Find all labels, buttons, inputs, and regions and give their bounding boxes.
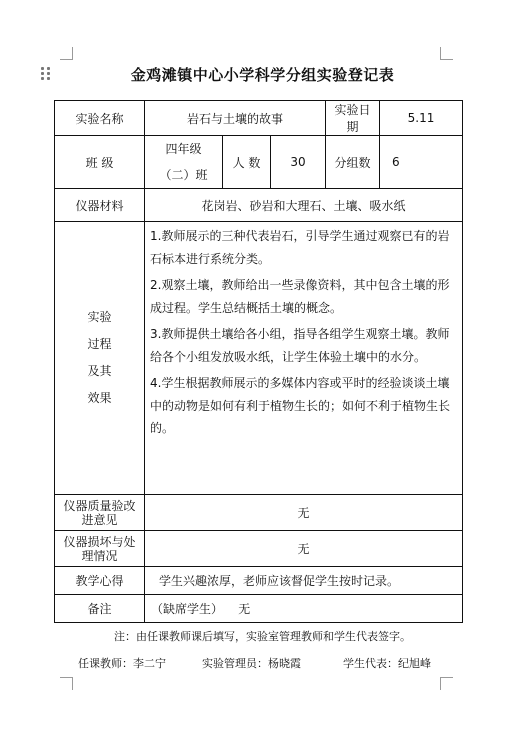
table-row: [55, 136, 463, 189]
experiment-date-value[interactable]: 5.11: [380, 101, 463, 136]
teacher-signature: 任课教师：李二宁: [78, 657, 166, 670]
process-step: 3.教师提供土壤给各小组，指导各组学生观察土壤。教师给各个小组发放吸水纸，让学生体验土壤中的水分。: [150, 327, 450, 364]
experiment-date-label: 实验日期: [326, 101, 380, 136]
page-corner-mark: [60, 47, 73, 60]
experiment-name-label: 实验名称: [55, 101, 145, 136]
process-label-line: 实验: [87, 310, 112, 324]
materials-label: 仪器材料: [55, 189, 145, 222]
quality-value[interactable]: 无: [145, 495, 463, 531]
process-step: 2.观察土壤，教师给出一些录像资料，其中包含土壤的形成过程。学生总结概括土壤的概念。: [150, 278, 450, 315]
class-value-line: （二）班: [159, 168, 208, 182]
process-step: 1.教师展示的三种代表岩石，引导学生通过观察已有的岩石标本进行系统分类。: [150, 229, 450, 266]
headcount-label: 人 数: [223, 136, 271, 189]
footer-note: 注：由任课教师课后填写，实验室管理教师和学生代表签字。: [114, 630, 411, 643]
damage-value[interactable]: 无: [145, 531, 463, 567]
process-label-line: 过程: [87, 337, 112, 351]
class-value[interactable]: [145, 136, 223, 189]
experiment-name-value[interactable]: 岩石与土壤的故事: [145, 101, 326, 136]
remarks-value[interactable]: （缺席学生） 无: [145, 595, 463, 623]
table-row: [55, 595, 463, 623]
page-corner-mark: [440, 47, 453, 60]
table-row: [55, 222, 463, 495]
table-row: [55, 531, 463, 567]
process-label-line: 效果: [87, 391, 112, 405]
page-corner-mark: [60, 677, 73, 690]
groups-label: 分组数: [326, 136, 380, 189]
experiment-record-table: [54, 100, 463, 623]
groups-value[interactable]: 6: [380, 136, 463, 189]
process-step: 4.学生根据教师展示的多媒体内容或平时的经验谈谈土壤中的动物是如何有利于植物生长的；如何不利于植物生长的。: [150, 376, 451, 435]
lab-manager-signature: 实验管理员：杨晓霞: [202, 657, 301, 670]
quality-label: 仪器质量验改进意见: [55, 495, 145, 531]
document-title: 金鸡滩镇中心小学科学分组实验登记表: [130, 66, 395, 84]
table-row: [55, 189, 463, 222]
process-label: [55, 222, 145, 495]
table-row: [55, 101, 463, 136]
student-rep-signature: 学生代表：纪旭峰: [343, 657, 431, 670]
remarks-label: 备注: [55, 595, 145, 623]
page-corner-mark: [440, 677, 453, 690]
process-content[interactable]: [145, 222, 463, 495]
reflection-label: 教学心得: [55, 567, 145, 595]
class-label: 班 级: [55, 136, 145, 189]
table-row: [55, 495, 463, 531]
materials-value[interactable]: 花岗岩、砂岩和大理石、土壤、吸水纸: [145, 189, 463, 222]
process-label-line: 及其: [87, 364, 112, 378]
headcount-value[interactable]: 30: [271, 136, 326, 189]
reflection-value[interactable]: 学生兴趣浓厚，老师应该督促学生按时记录。: [145, 567, 463, 595]
damage-label: 仪器损坏与处理情况: [55, 531, 145, 567]
class-value-line: 四年级: [165, 142, 202, 156]
table-row: [55, 567, 463, 595]
